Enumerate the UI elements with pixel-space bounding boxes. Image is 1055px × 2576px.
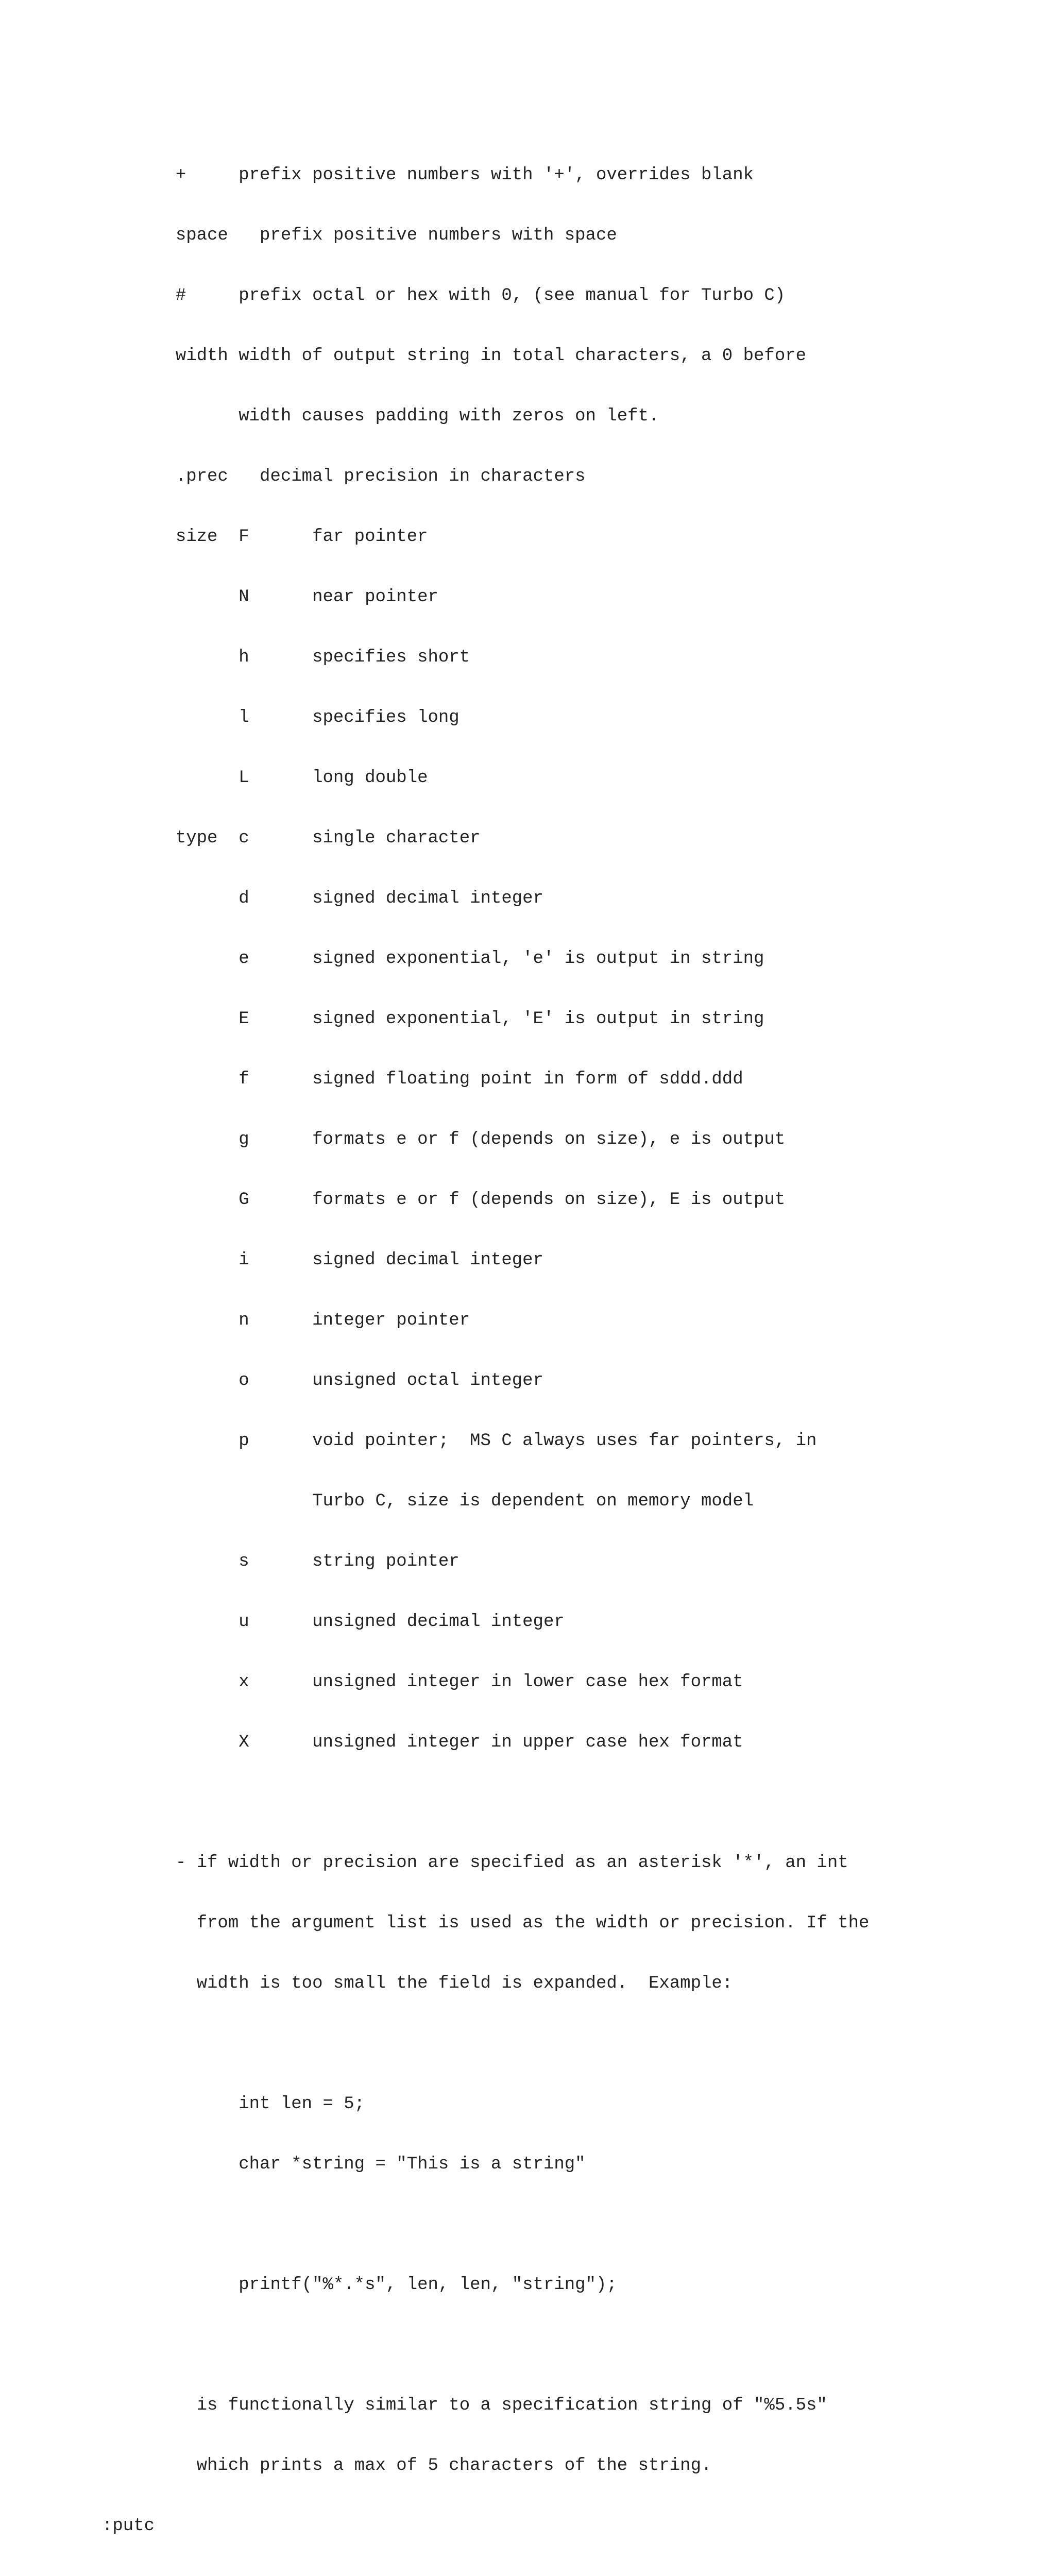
text-line: + prefix positive numbers with '+', overrides blank [102,165,754,185]
text-line: i signed decimal integer [102,1250,543,1270]
text-line: x unsigned integer in lower case hex format [102,1672,743,1692]
text-line: e signed exponential, 'e' is output in string [102,949,764,969]
text-line: h specifies short [102,648,470,667]
text-line: # prefix octal or hex with 0, (see manual for Turbo C) [102,286,786,306]
text-line: from the argument list is used as the width or precision. If the [102,1913,870,1933]
code-line: int len = 5; [102,2094,365,2114]
text-line: Turbo C, size is dependent on memory model [102,1492,754,1511]
text-line: p void pointer; MS C always uses far pointers, in [102,1431,817,1451]
text-line: G formats e or f (depends on size), E is output [102,1190,786,1210]
text-line: X unsigned integer in upper case hex format [102,1733,743,1752]
text-line: u unsigned decimal integer [102,1612,565,1632]
text-line: which prints a max of 5 characters of the string. [102,2456,712,2476]
text-line: f signed floating point in form of sddd.ddd [102,1070,743,1089]
document-text [102,125,869,2576]
code-line: printf("%*.*s", len, len, "string"); [102,2275,617,2295]
text-line: n integer pointer [102,1311,470,1330]
text-line: d signed decimal integer [102,889,543,908]
blank-line [102,1793,869,1813]
text-line: width width of output string in total characters, a 0 before [102,346,807,366]
text-line: L long double [102,768,428,788]
blank-line [102,2335,869,2355]
blank-line [102,2034,869,2054]
text-line: size F far pointer [102,527,428,547]
text-line: g formats e or f (depends on size), e is output [102,1130,786,1149]
code-line: char *string = "This is a string" [102,2155,586,2174]
text-line: o unsigned octal integer [102,1371,543,1391]
text-line: is functionally similar to a specification string of "%5.5s" [102,2396,827,2415]
blank-line [102,2215,869,2235]
text-line: - if width or precision are specified as an asterisk '*', an int [102,1853,848,1873]
text-line: width is too small the field is expanded. Example: [102,1974,733,1993]
text-line: s string pointer [102,1552,460,1571]
text-line: l specifies long [102,708,460,727]
text-line: space prefix positive numbers with space [102,226,617,245]
text-line: .prec decimal precision in characters [102,467,586,486]
topic-marker-putc: :putc [102,2516,155,2536]
text-line: E signed exponential, 'E' is output in string [102,1009,764,1029]
text-line: width causes padding with zeros on left. [102,406,659,426]
text-line: N near pointer [102,587,438,607]
text-line: type c single character [102,828,481,848]
